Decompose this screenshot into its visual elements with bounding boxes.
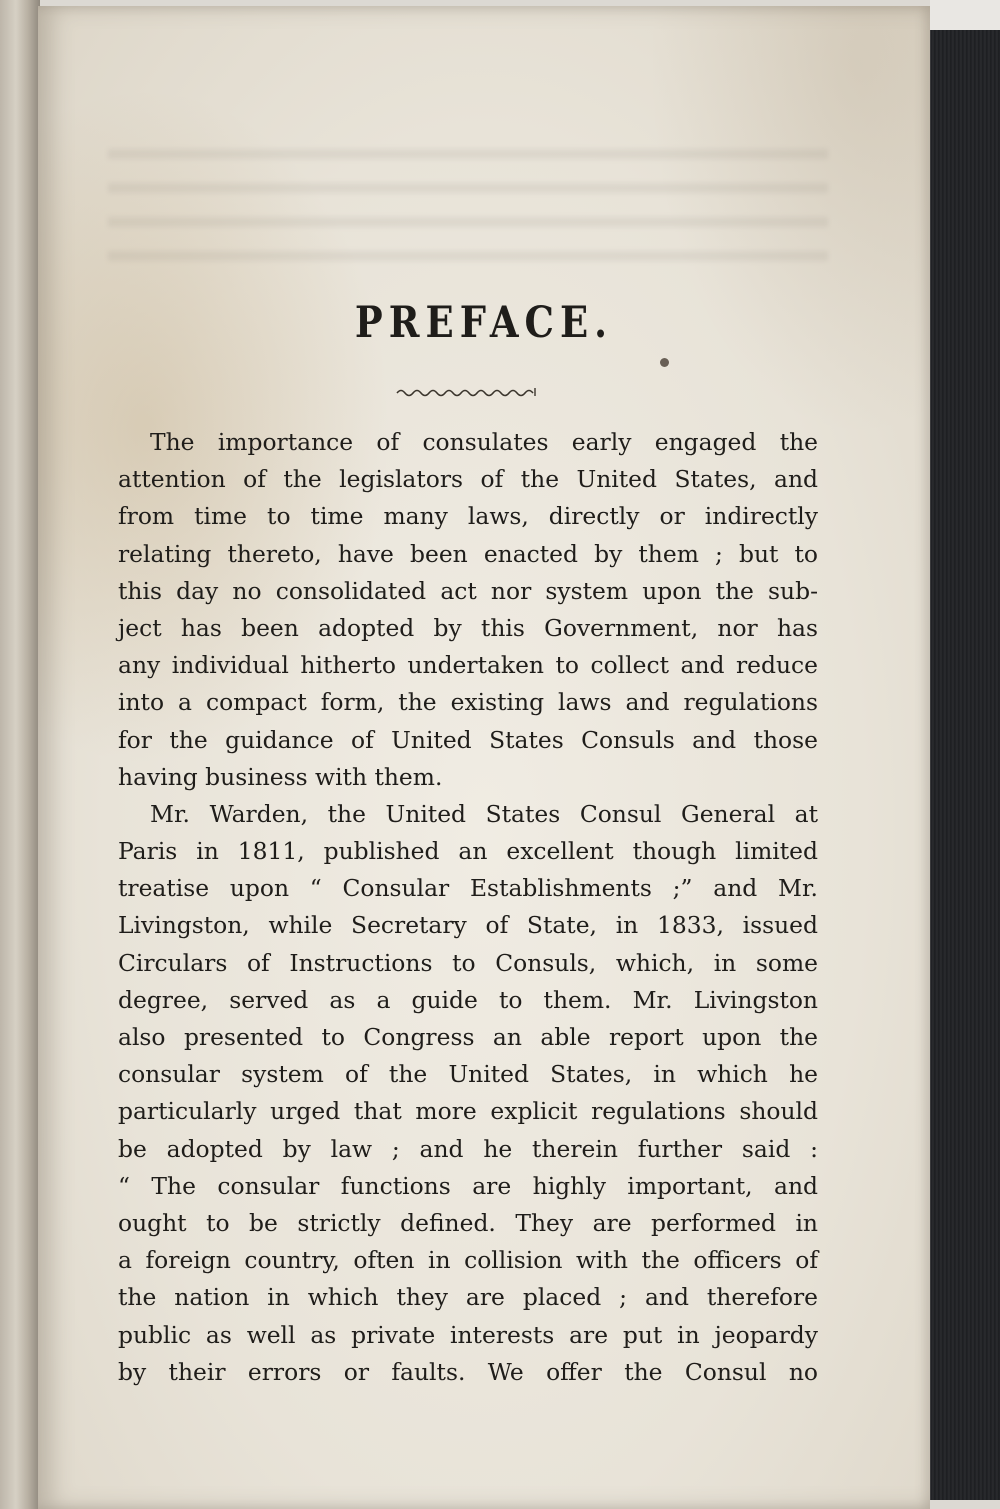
page-title: PREFACE. — [354, 298, 614, 348]
text-line: “ The consular functions are highly important, and — [118, 1171, 818, 1200]
text-line: for the guidance of United States Consuls and those — [118, 725, 818, 754]
text-line: Livingston, while Secretary of State, in 1833, issued — [118, 911, 818, 940]
text-line: public as well as private interests are put in jeopardy — [118, 1320, 818, 1349]
text-line: ject has been adopted by this Government, nor has — [118, 613, 818, 642]
background-strip — [930, 0, 1000, 34]
text-line: treatise upon “ Consular Establishments ;” and Mr. — [118, 874, 818, 903]
paragraph-2 — [118, 796, 818, 1391]
show-through-text — [108, 126, 828, 276]
book-cover — [928, 30, 1000, 1500]
book-page — [38, 6, 930, 1509]
preface-body — [118, 424, 818, 1391]
wavy-rule-ornament — [393, 384, 543, 400]
text-line: this day no consolidated act nor system upon the sub- — [118, 576, 818, 605]
text-line: Circulars of Instructions to Consuls, which, in some — [118, 948, 818, 977]
previous-leaf-edge — [0, 0, 40, 1509]
text-line: ought to be strictly defined. They are performed in — [118, 1208, 818, 1237]
text-line: any individual hitherto undertaken to collect and reduce — [118, 651, 818, 680]
paragraph-1 — [118, 424, 818, 796]
text-line: by their errors or faults. We offer the Consul no — [118, 1357, 818, 1386]
text-line: Mr. Warden, the United States Consul General at — [150, 799, 818, 828]
text-line: the nation in which they are placed ; and therefore — [118, 1283, 818, 1312]
ink-spot — [660, 358, 669, 367]
text-line: from time to time many laws, directly or indirectly — [118, 502, 818, 531]
text-line: also presented to Congress an able report upon the — [118, 1023, 818, 1051]
text-line: be adopted by law ; and he therein further said : — [118, 1134, 818, 1163]
text-line: attention of the legislators of the United States, and — [118, 465, 818, 494]
text-line: relating thereto, have been enacted by them ; but to — [118, 539, 818, 568]
text-line: having business with them. — [118, 762, 443, 791]
text-line: Paris in 1811, published an excellent though limited — [118, 837, 818, 866]
text-line: The importance of consulates early engaged the — [150, 428, 818, 456]
text-line: into a compact form, the existing laws and regulations — [118, 688, 818, 717]
text-line: consular system of the United States, in which he — [118, 1060, 818, 1089]
text-line: particularly urged that more explicit regulations should — [118, 1097, 818, 1126]
text-line: a foreign country, often in collision with the officers of — [118, 1246, 818, 1275]
text-line: degree, served as a guide to them. Mr. Livingston — [118, 985, 818, 1014]
